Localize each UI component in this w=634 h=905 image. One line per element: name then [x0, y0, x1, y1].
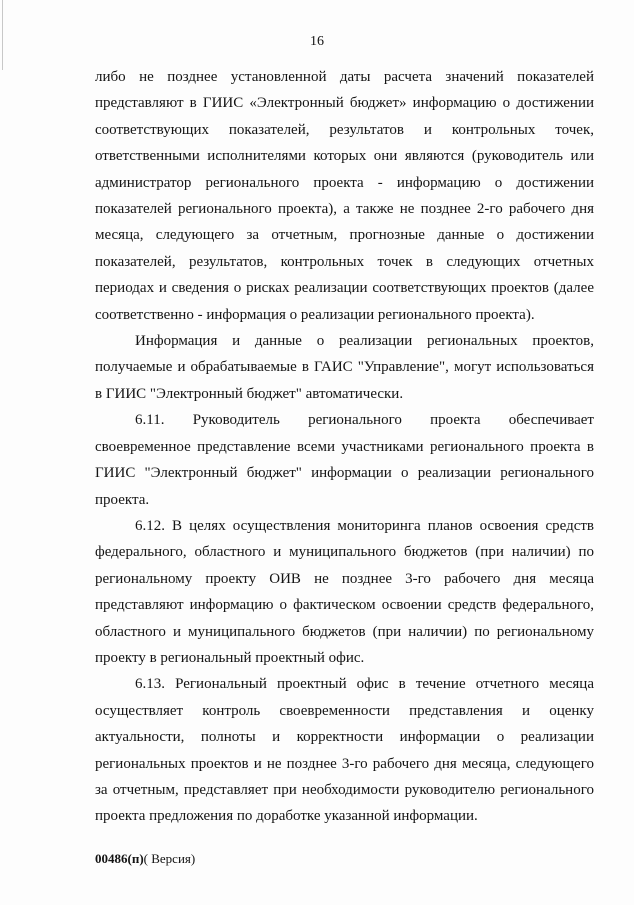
paragraph-6-13: 6.13. Региональный проектный офис в течение отчетного месяца осуществляет контроль своевременности представления и оценку актуальности, полноты и корректности информации о реализации региональных проектов и не позднее 3-го рабочего дня месяца, следующего за отчетным, представляет при необходимости руководителю регионального проекта предложения по доработке указанной информации. [95, 676, 594, 825]
paragraph-gais-data: Информация и данные о реализации региональных проектов, получаемые и обрабатываемые в ГАИС "Управление", могут использоваться в ГИИС "Электронный бюджет" автоматически. [95, 333, 594, 402]
page-number: 16 [310, 34, 324, 49]
footer-version: ( Версия) [143, 851, 196, 866]
footer-code: 00486(п) [95, 851, 144, 866]
paragraph-6-12: 6.12. В целях осуществления мониторинга планов освоения средств федерального, областного и муниципального бюджетов (при наличии) по региональному проекту ОИВ не позднее 3-го рабочего дня месяца представляют информацию о фактическом освоении средств федерального, областного и муниципального бюджетов (при наличии) по региональному проекту в региональный проектный офис. [95, 517, 594, 666]
paragraph-continuation: либо не позднее установленной даты расчета значений показателей представляют в ГИИС «Электронный бюджет» информацию о достижении соответствующих показателей, результатов и контрольных точек, ответственными исполнителями которых они являются (руководитель или администратор регионального проекта - информацию о достижении показателей регионального проекта), а также не позднее 2-го рабочего дня месяца, следующего за отчетным, прогнозные данные о достижении показателей, результатов, контрольных точек в следующих отчетных периодах и сведения о рисках реализации соответствующих проектов (далее соответственно - информация о реализации регионального проекта). [95, 69, 594, 323]
footer-document-code [95, 851, 195, 867]
document-body [95, 64, 594, 830]
paragraph-6-11: 6.11. Руководитель регионального проекта обеспечивает своевременное представление всеми участниками регионального проекта в ГИИС "Электронный бюджет" информации о реализации регионального проекта. [95, 412, 594, 508]
